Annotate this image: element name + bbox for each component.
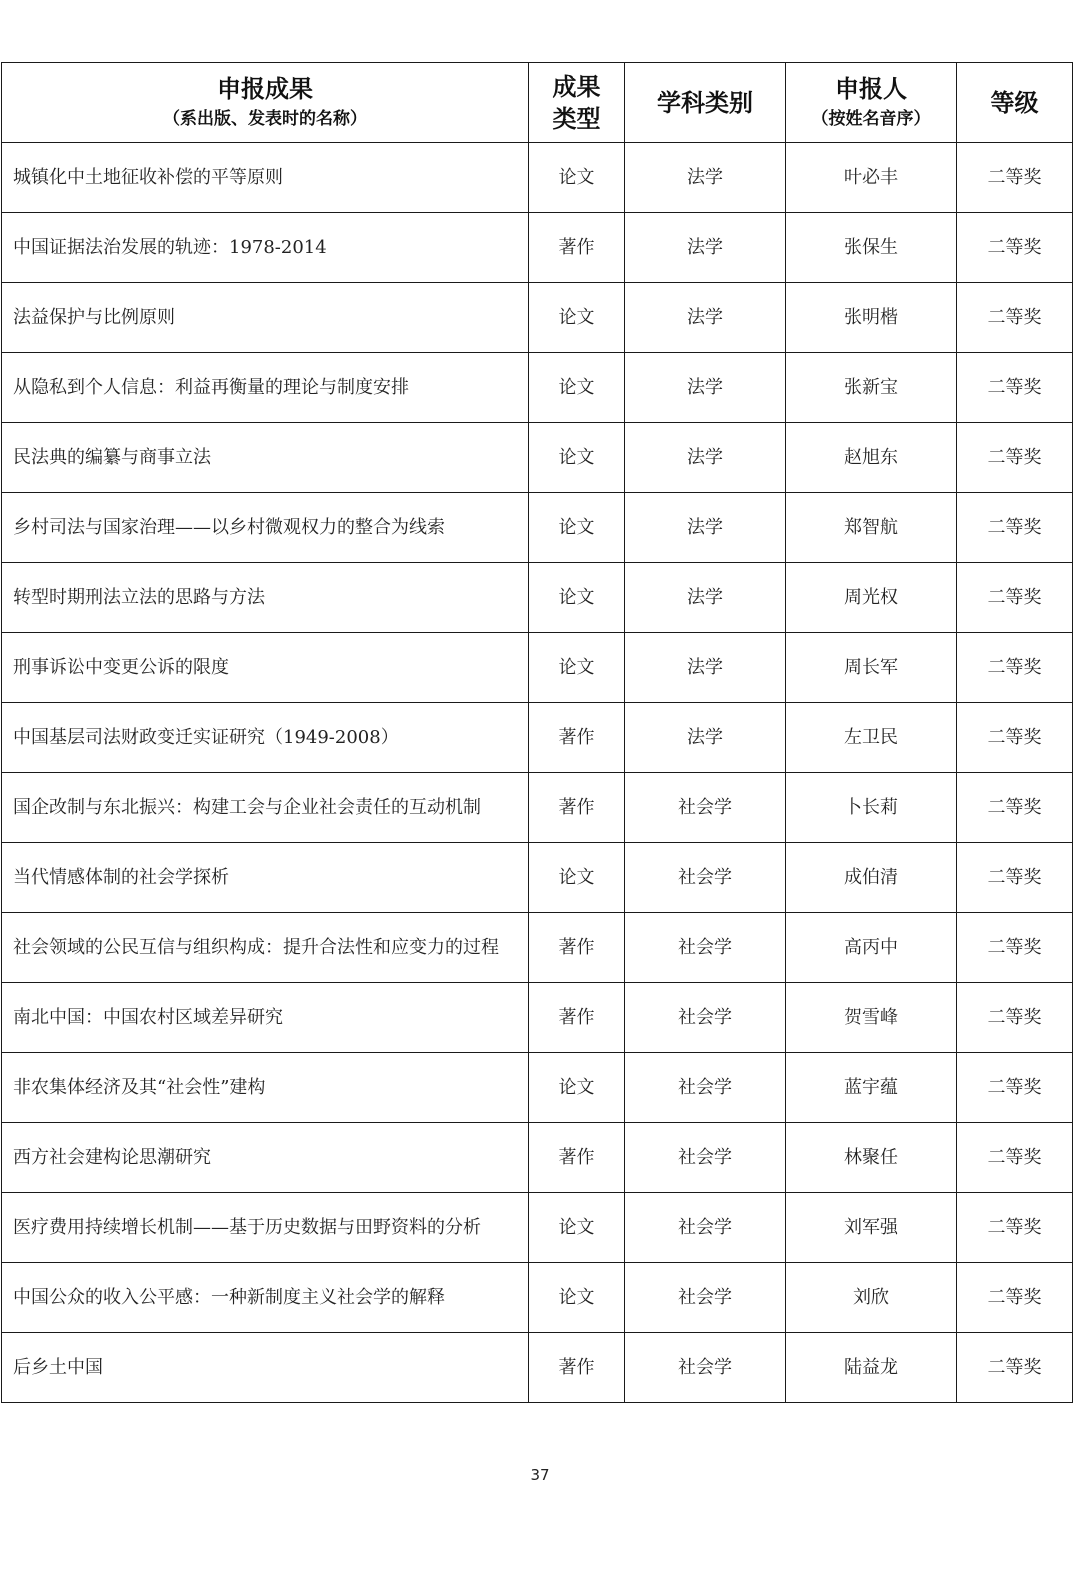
table-row — [2, 703, 1073, 773]
cell-applicant: 左卫民 — [786, 703, 957, 773]
cell-grade: 二等奖 — [957, 1053, 1073, 1123]
cell-applicant: 叶必丰 — [786, 143, 957, 213]
table-body — [2, 143, 1073, 1403]
cell-title: 社会领域的公民互信与组织构成：提升合法性和应变力的过程 — [2, 913, 529, 983]
cell-grade: 二等奖 — [957, 983, 1073, 1053]
cell-title: 城镇化中土地征收补偿的平等原则 — [2, 143, 529, 213]
cell-discipline: 法学 — [625, 423, 786, 493]
cell-type: 论文 — [529, 1193, 625, 1263]
cell-applicant: 周长军 — [786, 633, 957, 703]
table-row — [2, 913, 1073, 983]
page-number: 37 — [530, 1466, 550, 1484]
cell-title: 西方社会建构论思潮研究 — [2, 1123, 529, 1193]
cell-title: 民法典的编纂与商事立法 — [2, 423, 529, 493]
cell-grade: 二等奖 — [957, 633, 1073, 703]
cell-applicant: 贺雪峰 — [786, 983, 957, 1053]
cell-applicant: 陆益龙 — [786, 1333, 957, 1403]
cell-discipline: 社会学 — [625, 983, 786, 1053]
cell-applicant: 周光权 — [786, 563, 957, 633]
header-discipline-label: 学科类别 — [657, 88, 753, 117]
cell-type: 论文 — [529, 143, 625, 213]
cell-title: 非农集体经济及其“社会性”建构 — [2, 1053, 529, 1123]
table-row — [2, 213, 1073, 283]
cell-discipline: 社会学 — [625, 773, 786, 843]
cell-type: 论文 — [529, 843, 625, 913]
cell-grade: 二等奖 — [957, 353, 1073, 423]
table-row — [2, 983, 1073, 1053]
cell-type: 论文 — [529, 423, 625, 493]
cell-title: 刑事诉讼中变更公诉的限度 — [2, 633, 529, 703]
cell-type: 著作 — [529, 983, 625, 1053]
cell-type: 著作 — [529, 773, 625, 843]
cell-type: 著作 — [529, 913, 625, 983]
cell-grade: 二等奖 — [957, 423, 1073, 493]
cell-title: 中国证据法治发展的轨迹：1978-2014 — [2, 213, 529, 283]
cell-title: 中国公众的收入公平感：一种新制度主义社会学的解释 — [2, 1263, 529, 1333]
cell-grade: 二等奖 — [957, 703, 1073, 773]
cell-applicant: 赵旭东 — [786, 423, 957, 493]
cell-grade: 二等奖 — [957, 493, 1073, 563]
header-achievement-title: 申报成果 — [217, 74, 313, 103]
cell-type: 论文 — [529, 563, 625, 633]
awards-table — [1, 62, 1073, 1403]
cell-discipline: 社会学 — [625, 1193, 786, 1263]
cell-type: 论文 — [529, 353, 625, 423]
cell-discipline: 法学 — [625, 563, 786, 633]
table-row — [2, 493, 1073, 563]
cell-title: 转型时期刑法立法的思路与方法 — [2, 563, 529, 633]
cell-grade: 二等奖 — [957, 563, 1073, 633]
header-grade-label: 等级 — [990, 88, 1039, 117]
table-row — [2, 773, 1073, 843]
cell-discipline: 法学 — [625, 283, 786, 353]
header-applicant-title: 申报人 — [835, 74, 907, 103]
table-row — [2, 1263, 1073, 1333]
cell-grade: 二等奖 — [957, 1123, 1073, 1193]
cell-grade: 二等奖 — [957, 213, 1073, 283]
cell-applicant: 高丙中 — [786, 913, 957, 983]
table-row — [2, 423, 1073, 493]
table-header-row — [2, 63, 1073, 143]
table-row — [2, 353, 1073, 423]
table-row — [2, 1123, 1073, 1193]
cell-discipline: 法学 — [625, 703, 786, 773]
cell-type: 论文 — [529, 493, 625, 563]
cell-discipline: 法学 — [625, 493, 786, 563]
header-grade — [957, 63, 1073, 143]
cell-type: 著作 — [529, 703, 625, 773]
cell-type: 论文 — [529, 1053, 625, 1123]
cell-title: 当代情感体制的社会学探析 — [2, 843, 529, 913]
header-type — [529, 63, 625, 143]
cell-title: 南北中国：中国农村区域差异研究 — [2, 983, 529, 1053]
cell-discipline: 社会学 — [625, 913, 786, 983]
cell-applicant: 张新宝 — [786, 353, 957, 423]
header-applicant-note: （按姓名音序） — [811, 108, 931, 129]
cell-applicant: 刘军强 — [786, 1193, 957, 1263]
cell-discipline: 法学 — [625, 353, 786, 423]
table-row — [2, 843, 1073, 913]
cell-discipline: 社会学 — [625, 1263, 786, 1333]
cell-title: 法益保护与比例原则 — [2, 283, 529, 353]
cell-grade: 二等奖 — [957, 1263, 1073, 1333]
cell-applicant: 成伯清 — [786, 843, 957, 913]
cell-grade: 二等奖 — [957, 143, 1073, 213]
cell-discipline: 社会学 — [625, 1123, 786, 1193]
cell-applicant: 郑智航 — [786, 493, 957, 563]
cell-grade: 二等奖 — [957, 913, 1073, 983]
table-row — [2, 563, 1073, 633]
cell-discipline: 法学 — [625, 633, 786, 703]
cell-title: 乡村司法与国家治理——以乡村微观权力的整合为线索 — [2, 493, 529, 563]
cell-grade: 二等奖 — [957, 283, 1073, 353]
header-type-line2: 类型 — [552, 104, 601, 133]
cell-discipline: 法学 — [625, 143, 786, 213]
cell-grade: 二等奖 — [957, 1193, 1073, 1263]
header-applicant — [786, 63, 957, 143]
cell-applicant: 卜长莉 — [786, 773, 957, 843]
cell-discipline: 社会学 — [625, 1333, 786, 1403]
header-achievement — [2, 63, 529, 143]
cell-grade: 二等奖 — [957, 843, 1073, 913]
cell-title: 医疗费用持续增长机制——基于历史数据与田野资料的分析 — [2, 1193, 529, 1263]
table-row — [2, 633, 1073, 703]
header-achievement-note: （系出版、发表时的名称） — [163, 108, 367, 129]
table-row — [2, 283, 1073, 353]
cell-type: 著作 — [529, 1333, 625, 1403]
cell-title: 中国基层司法财政变迁实证研究（1949-2008） — [2, 703, 529, 773]
table-row — [2, 1333, 1073, 1403]
cell-applicant: 张保生 — [786, 213, 957, 283]
header-discipline — [625, 63, 786, 143]
cell-title: 国企改制与东北振兴：构建工会与企业社会责任的互动机制 — [2, 773, 529, 843]
cell-grade: 二等奖 — [957, 773, 1073, 843]
cell-discipline: 社会学 — [625, 1053, 786, 1123]
table-row — [2, 143, 1073, 213]
cell-discipline: 法学 — [625, 213, 786, 283]
cell-applicant: 林聚任 — [786, 1123, 957, 1193]
cell-applicant: 刘欣 — [786, 1263, 957, 1333]
table-row — [2, 1193, 1073, 1263]
cell-discipline: 社会学 — [625, 843, 786, 913]
cell-title: 后乡土中国 — [2, 1333, 529, 1403]
cell-type: 著作 — [529, 213, 625, 283]
cell-type: 论文 — [529, 283, 625, 353]
table-row — [2, 1053, 1073, 1123]
cell-type: 论文 — [529, 633, 625, 703]
cell-grade: 二等奖 — [957, 1333, 1073, 1403]
cell-type: 论文 — [529, 1263, 625, 1333]
cell-applicant: 张明楷 — [786, 283, 957, 353]
header-type-line1: 成果 — [552, 72, 601, 101]
cell-type: 著作 — [529, 1123, 625, 1193]
cell-title: 从隐私到个人信息：利益再衡量的理论与制度安排 — [2, 353, 529, 423]
cell-applicant: 蓝宇蕴 — [786, 1053, 957, 1123]
